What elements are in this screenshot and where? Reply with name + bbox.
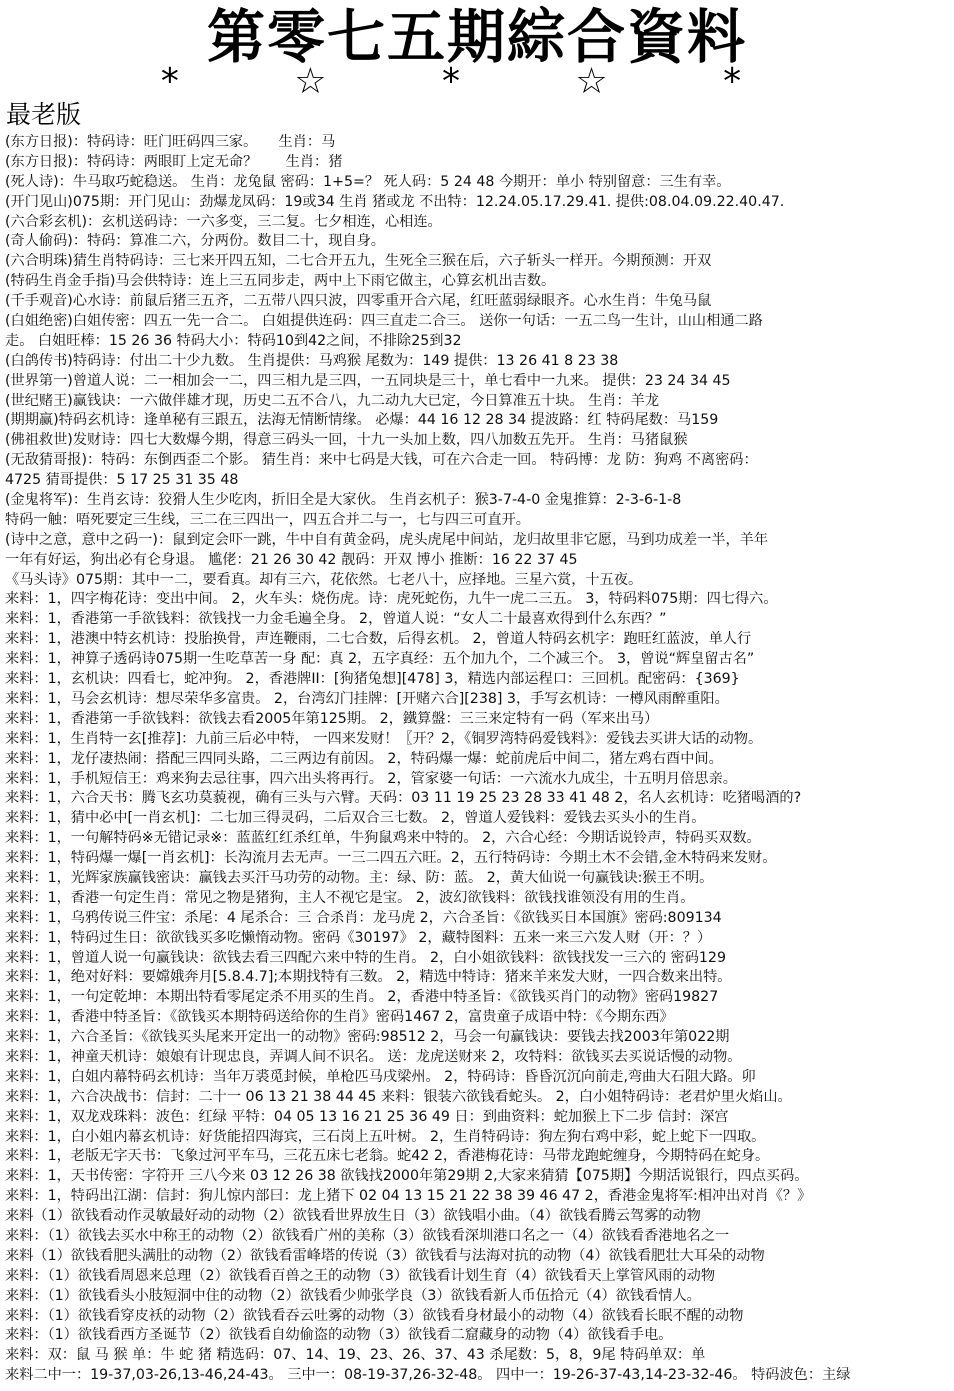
text-line: (六合彩玄机)：玄机送码诗：一六多变，三二复。七夕相连，心相连。 [5, 213, 442, 230]
text-line: 来料：1，双龙戏珠料：波色：红绿 平特：04 05 13 16 21 25 36 49 日：到曲资料：蛇加猴上下二步 信封：深宫 [5, 1108, 729, 1125]
text-line: 来料：1，绝对好料：要嫦娥奔月[5.8.4.7];本期找特有三数。 2，精选中特诗：猪来羊来发大财，一四合数来出特。 [5, 969, 732, 986]
text-line: (千手观音)心水诗：前鼠后猪三五齐，二五带八四只波，四零重开合六尾，红旺蓝弱绿眼齐。心水生肖：牛兔马鼠 [5, 293, 712, 310]
text-line: 来料：1，曾道人说一句赢钱诀：欲钱去看三四配六来中特的生肖。 2，白小姐欲钱料：欲钱找发一三六的 密码129 [5, 949, 726, 966]
text-line: 来料：1，马会玄机诗：想尽荣华多富贵。 2，台湾幻门挂牌：[开赌六合][238] 3，手写玄机诗：一樽风雨醉重阳。 [5, 690, 729, 707]
text-line: 来料：1，龙仔凄热闹：搭配三四同头路，二三两边有前因。 2，特码爆一爆：蛇前虎后中间二，猪左鸡右酉中间。 [5, 750, 723, 767]
text-line: 来料：（1）欲钱去买水中称王的动物（2）欲钱看广州的美称（3）欲钱看深圳港口名之一（4）欲钱看香港地名之一 [5, 1227, 730, 1244]
text-line: 来料：1，特码过生日：欲欲钱买多吃懒惰动物。密码《30197》 2，藏特图料：五来一来三六发人财（开：？） [5, 929, 712, 946]
text-line: (六合明珠)猜生肖特码诗：三七来开四五知，二七合开五九，生死全三猴在后，六子斩头一样开。今期预测：开双 [5, 253, 712, 270]
text-line: (东方日报)：特码诗：两眼盯上定无命？ 生肖：猪 [5, 153, 343, 170]
text-line: (世纪赌王)赢钱诀：一六做伴雄才现，历史二五不合八，九二动九大已定，今日算准五十块。 生肖：羊龙 [5, 392, 660, 409]
text-line: 一年有好运，狗出必有仑身退。 尴佬：21 26 30 42 靓码：开双 博小 推断：16 22 37 45 [5, 551, 578, 568]
text-line: 来料：1，港澳中特玄机诗：投胎换骨，声连鞭雨，二七合数，后得玄机。 2，曾道人特码玄机字：跑旺红蓝波，单人行 [5, 631, 752, 648]
text-lines [5, 133, 949, 1386]
text-line: 来料：1，四字梅花诗：变出中间。 2，火车头：烧伤虎。诗：虎死蛇伤，九牛一虎二三五。 3，特码料075期：四七得六。 [5, 591, 778, 608]
text-line: 来料：1，特码出江湖：信封：狗儿惊内部曰：龙上猪下 02 04 13 15 21 22 38 39 46 47 2，香港金鬼将军:相冲出对肖《？》 [5, 1188, 812, 1205]
text-line: (金鬼将军)：生肖玄诗：狡猾人生少吃肉，折旧全是大家伙。 生肖玄机子：猴3-7-4-0 金鬼推算：2-3-6-1-8 [5, 492, 682, 509]
text-line: (开门见山)075期：开门见山：劲爆龙凤码：19或34 生肖 猪或龙 不出特：12.24.05.17.29.41. 提供:08.04.09.22.40.47. [5, 193, 785, 210]
text-line: 来料：1，六合决战书：信封：二十一 06 13 21 38 44 45 来料：银装六欲钱看蛇头。 2，白小姐特码诗：老君炉里火焰山。 [5, 1088, 792, 1105]
text-line: 来料：1，特码爆一爆[一肖玄机]：长沟流月去无声。一三二四五六旺。2，五行特码诗：今期土木不会错,金木特码来发财。 [5, 850, 777, 867]
text-line: (无敌猜哥报)：特码：东倒西歪二个影。 猜生肖：来中七码是大钱，可在六合走一回。 特码博：龙 防：狗鸡 不离密码： [5, 452, 758, 469]
text-line: 来料：1，玄机诀：四看七，蛇冲狗。 2，香港牌II：[狗猪兔想][478] 3，精选内部运程口：三回机。配密码：{369} [5, 671, 740, 688]
text-line: 《马头诗》075期：其中一二，要看真。却有三六，花依然。七老八十，应择地。三星六赏，十五夜。 [5, 571, 643, 588]
text-line: 来料：1，神童天机诗：娘娘有计现忠良，弄调人间不识名。 送：龙虎送财来 2，攻特料：欲钱买去买说话慢的动物。 [5, 1048, 742, 1065]
text-line: 来料：1，生肖特一玄[推荐]：九前三后必中特， 一四来发财！〖开？2，《铜罗湾特码爱钱料》：爱钱去买讲大话的动物。 [5, 730, 763, 747]
text-line: (白鸽传书)特码诗：付出二十少九数。 生肖提供：马鸡猴 尾数为：149 提供：13 26 41 8 23 38 [5, 352, 619, 369]
page-title: 第零七五期綜合資料 [206, 3, 747, 71]
text-line: 来料（1）欲钱看动作灵敏最好动的动物（2）欲钱看世界放生日（3）欲钱唱小曲。（4）欲钱看腾云驾雾的动物 [5, 1208, 701, 1225]
text-line: (特码生肖金手指)马会供特诗：连上三五同步走，两中上下雨它做主，心算玄机出吉数。 [5, 273, 556, 290]
text-line: 来料：1，香港中特圣旨：《欲钱买本期特码送给你的生肖》密码1467 2，富贵童子成语中特：《今期东西》 [5, 1009, 674, 1026]
text-line: 来料：（1）欲钱看周恩来总理（2）欲钱看百兽之王的动物（3）欲钱看计划生育（4）欲钱看天上掌管风雨的动物 [5, 1267, 716, 1284]
text-line: 来料：1，香港第一手欲钱料：欲钱去看2005年第125期。 2，鐵算盤：三三来定特有一码（军来出马） [5, 710, 659, 727]
text-line: 来料：1，光辉家族赢钱密诀：赢钱去买汗马功劳的动物。主：绿、防：蓝。 2，黄大仙说一句赢钱诀:猴王不明。 [5, 869, 714, 886]
decorative-stars-row: * ☆ * ☆ * [160, 61, 794, 102]
text-line: (期期赢)特码玄机诗：逢单秘有三跟五，法海无情断情缘。 必爆：44 16 12 28 34 提波路：红 特码尾数：马159 [5, 412, 719, 429]
text-line: 来料：1，天书传密：字符开 三八今来 03 12 26 38 欲钱找2000年第29期 2,大家来猜猜【075期】今期活说银行，四点买码。 [5, 1168, 809, 1185]
text-line: 来料：1，一句定乾坤：本期出特看零尾定杀不用买的生肖。 2，香港中特圣旨：《欲钱买肖门的动物》密码19827 [5, 989, 719, 1006]
text-line: 来料：1，手机短信王：鸡来狗去忌往事，四六出头将再行。 2，管家婆一句话：一六流水九成尘，十五明月倍思亲。 [5, 770, 737, 787]
edition-label: 最老版 [6, 100, 82, 129]
text-line: 来料：1，老版无字天书：飞象过河平车马，三花五床七老翁。蛇42 2，香港梅花诗：马带龙跑蛇缠身，今期特码在蛇身。 [5, 1148, 770, 1165]
text-line: (死人诗)：牛马取巧蛇稳送。 生肖：龙兔鼠 密码：1+5=？ 死人码：5 24 48 今期开：单小 特别留意：三生有幸。 [5, 173, 731, 190]
text-line: 来料：1，乌鸦传说三件宝：杀尾：4 尾杀合：三 合杀肖：龙马虎 2，六合圣旨：《欲钱买日本国旗》密码:809134 [5, 909, 722, 926]
text-line: (奇人偷码)：特码：算准二六，分两份。数目二十，现自身。 [5, 233, 385, 250]
text-line: 来料：1，神算子透码诗075期一生吃草苦一身 配：真 2，五字真经：五个加九个，二个减三个。 3，曾说“辉皇留古名” [5, 651, 755, 668]
text-line: 来料：双：鼠 马 猴 单：牛 蛇 猪 精选码：07、14、19、23、26、37、43 杀尾数：5，8，9尾 特码单双：单 [5, 1347, 706, 1364]
text-line: 来料：（1）欲钱看头小肢短洞中住的动物（2）欲钱看少帅张学良（3）欲钱看新人币伍拾元（4）欲钱看情人。 [5, 1287, 701, 1304]
text-line: 来料：（1）欲钱看穿皮袄的动物（2）欲钱看吞云吐雾的动物（3）欲钱看身材最小的动物（4）欲钱看长眠不醒的动物 [5, 1307, 744, 1324]
text-line: (东方日报)：特码诗：旺门旺码四三家。 生肖：马 [5, 134, 336, 150]
text-line: (诗中之意，意中之码一)：鼠到定会吓一跳，牛中自有黄金码，虎头虎尾中间站，龙归故里非它愿，马到功成差一半，羊年 [5, 531, 769, 548]
text-line: 来料（1）欲钱看肥头满肚的动物（2）欲钱看雷峰塔的传说（3）欲钱看与法海对抗的动物（4）欲钱看肥壮大耳朵的动物 [5, 1247, 765, 1264]
text-line: (白姐绝密)白姐传密：四五一先一合二。 白姐提供连码：四三直走二合三。 送你一句话：一五二鸟一生计，山山相通二路 [5, 313, 763, 330]
text-line: (佛祖救世)发财诗：四七大数爆今期，得意三码头一回，十九一头加上数，四八加数五先开。 生肖：马猪鼠猴 [5, 432, 688, 449]
text-line: 来料：1，猜中必中[一肖玄机]：二七加三得灵码，二后双合三七数。 2，曾道人爱钱料：爱钱去买头小的生肖。 [5, 810, 706, 827]
text-line: 来料：1，六合天书：腾飞玄功莫藐视，确有三头与六臂。天码：03 11 19 25 23 28 33 41 48 2，名人玄机诗：吃猪喝酒的? [5, 790, 802, 807]
text-line: 来料：1，香港第一手欲钱料：欲钱找一力金毛遍全身。 2，曾道人说：“女人二十最喜欢得到什么东西？” [5, 611, 667, 628]
text-line: 来料：（1）欲钱看西方圣诞节（2）欲钱看自幼偷盗的动物（3）欲钱看二窟藏身的动物（4）欲钱看手电。 [5, 1327, 673, 1344]
text-line: 来料：1，白姐内幕特码玄机诗：当年万裘觅封候，单枪匹马戌梁州。 2，特码诗：昏昏沉沉向前走,弯曲大石阻大路。卯 [5, 1068, 756, 1085]
text-line: 来料：1，六合圣旨：《欲钱买头尾来开定出一的动物》密码:98512 2，马会一句赢钱诀：要钱去找2003年第022期 [5, 1029, 730, 1046]
text-line: 来料：1，白小姐内幕玄机诗：好货能招四海宾，三石岗上五叶树。 2，生肖特码诗：狗左狗右鸡中彩，蛇上蛇下一四取。 [5, 1128, 766, 1145]
text-line: 来料：1，香港一句定生肖：常见之物是猪狗，主人不视它是宝。 2，波幻欲钱料：欲钱找谁领没有用的生肖。 [5, 889, 695, 906]
text-line: 来料：1，一句解特码※无错记录※：蓝蓝红红杀红单，牛狗鼠鸡来中特的。 2，六合心经：今期话说铃声，特码买双数。 [5, 830, 761, 847]
text-line: 来料二中一：19-37,03-26,13-46,24-43。 三中一：08-19-37,26-32-48。 四中一：19-26-37-43,14-23-32-46。 特码波色：主绿 [5, 1367, 851, 1384]
text-line: 特码一触：唔死要定三生线，三二在三四出一，四五合并二与一，七与四三可直开。 [5, 511, 530, 528]
text-line: 4725 猜哥提供：5 17 25 31 35 48 [5, 472, 239, 489]
text-line: (世界第一)曾道人说：二一相加会一二，四三相九是三四，一五同块是三十，单七看中一九来。 提供：23 24 34 45 [5, 372, 731, 389]
text-line: 走。 白姐旺棒：15 26 36 特码大小：特码10到42之间，不排除25到32 [5, 332, 462, 349]
